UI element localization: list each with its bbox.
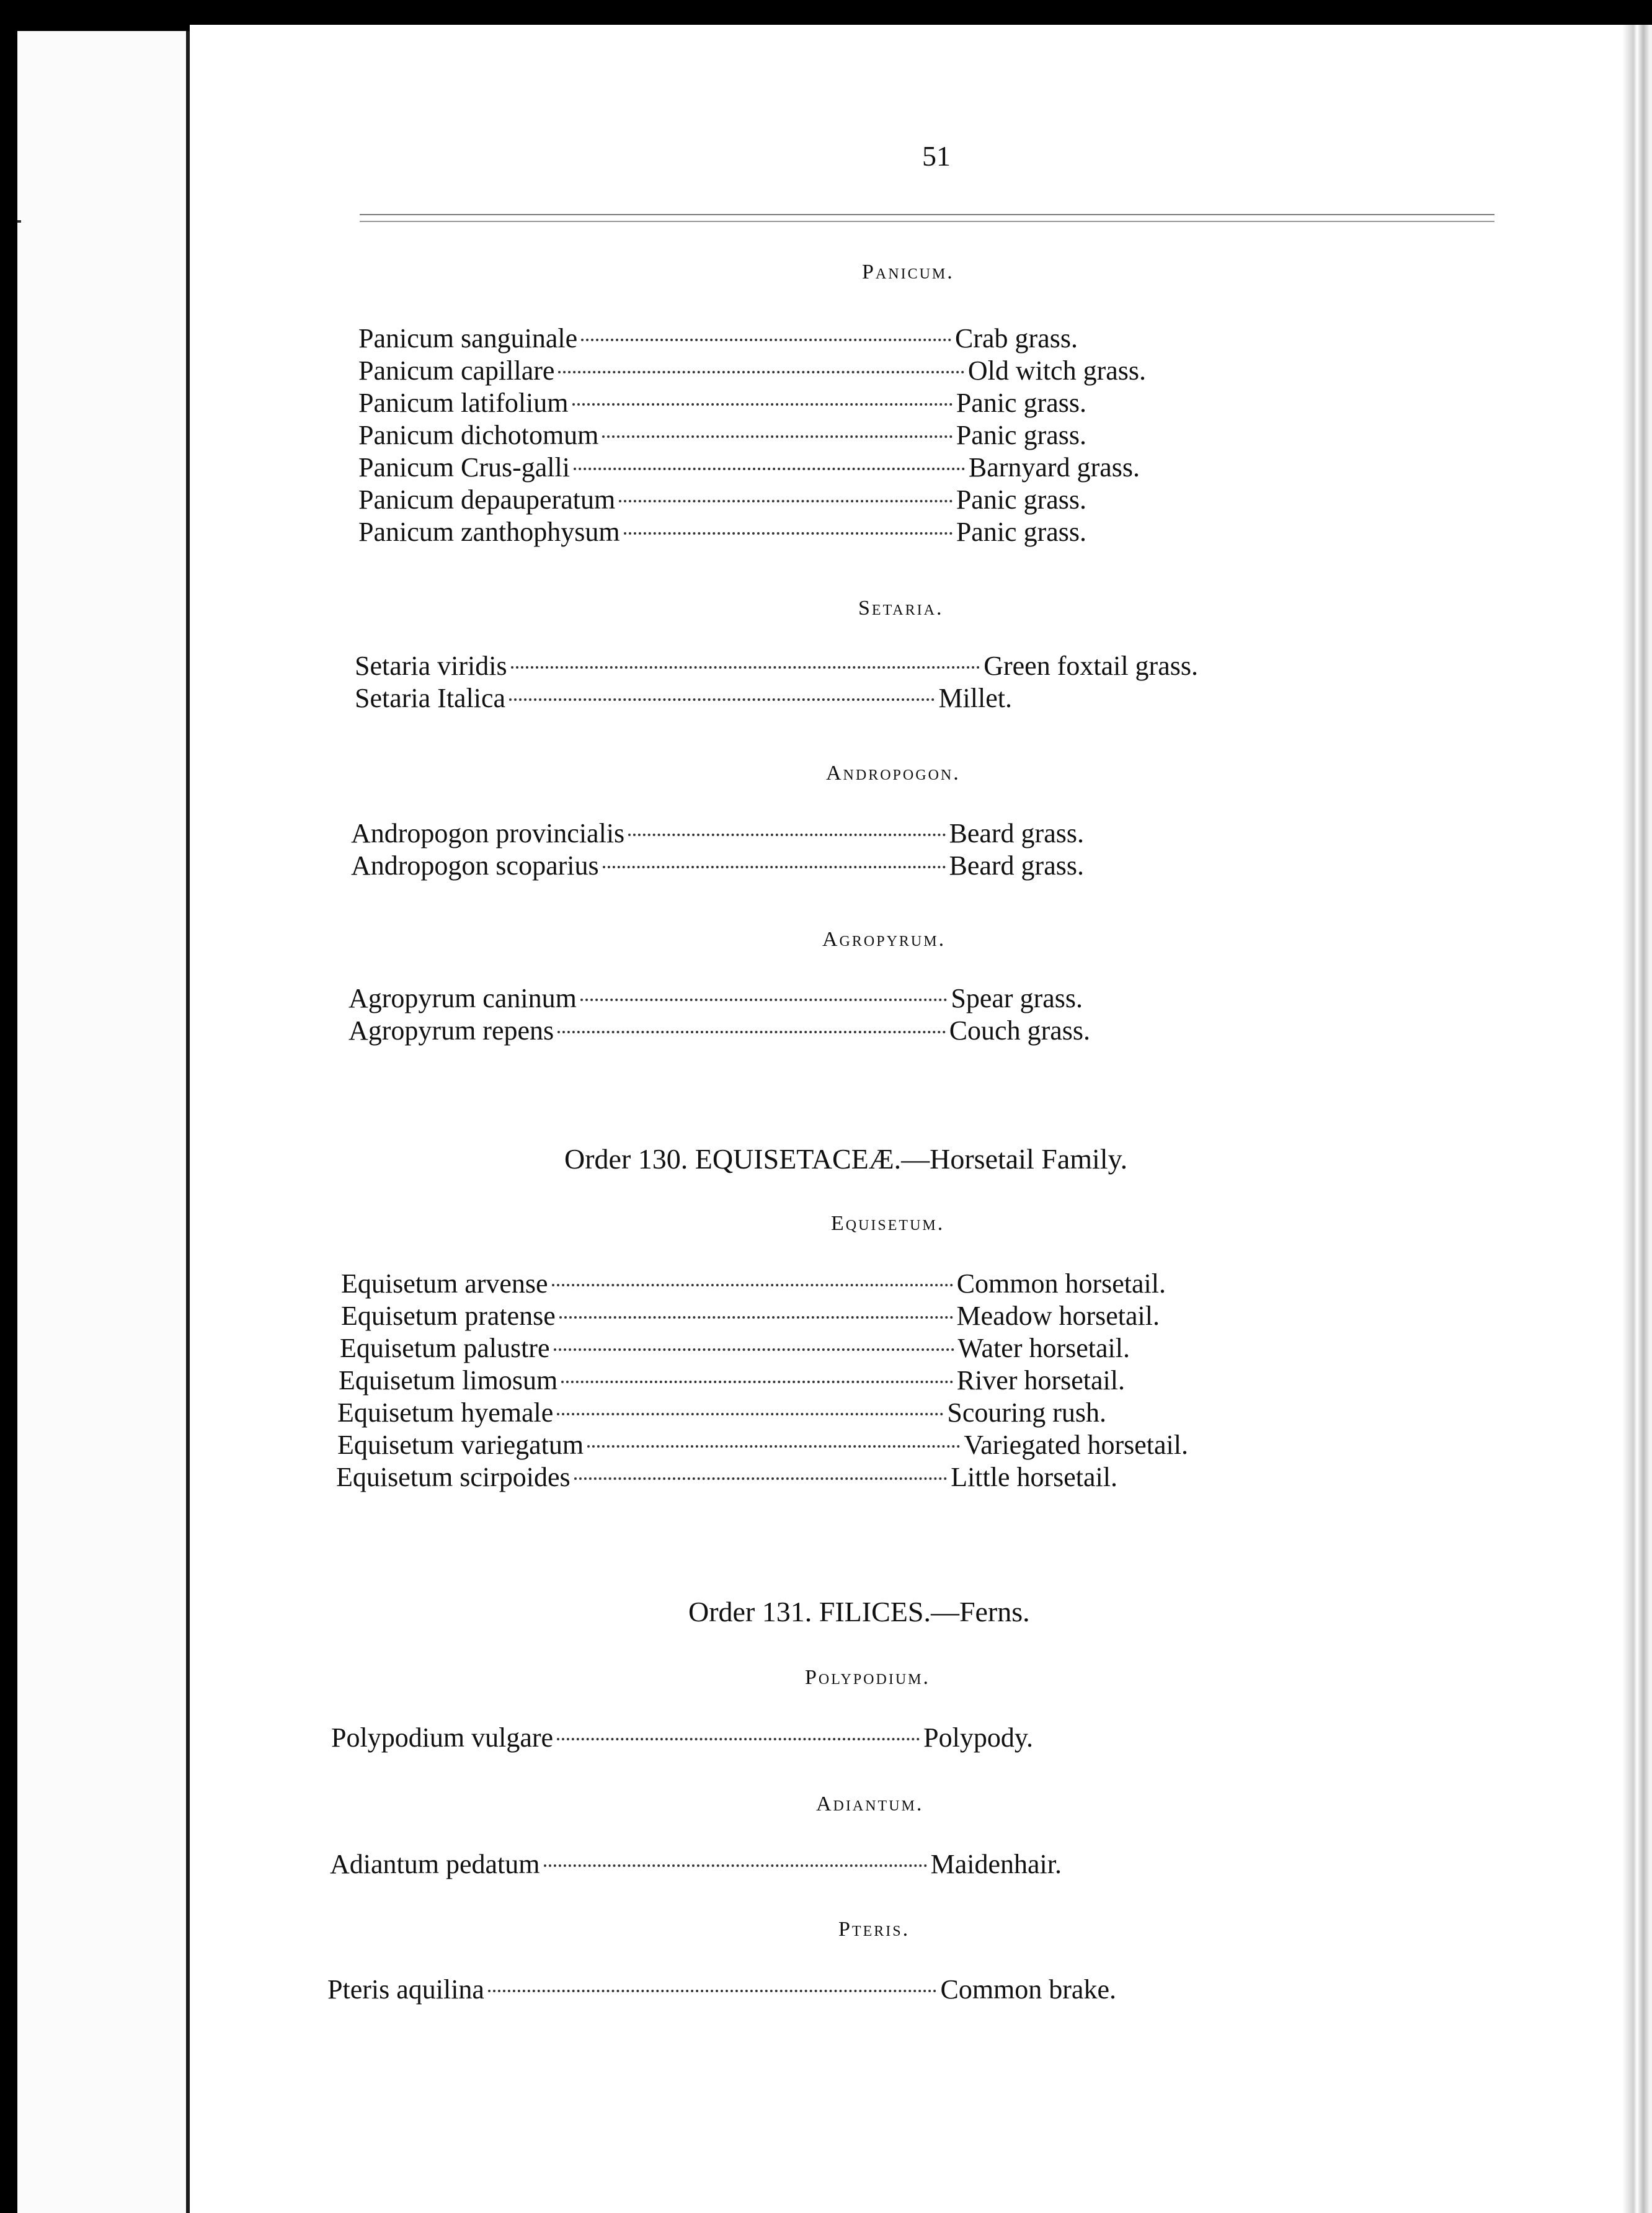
common-name: Crab grass. (955, 323, 1078, 354)
common-name: Scouring rush. (947, 1397, 1106, 1428)
dot-leader (554, 1348, 954, 1351)
scientific-name: Equisetum palustre (340, 1333, 550, 1363)
dot-leader (619, 500, 953, 502)
dot-leader (559, 1316, 953, 1319)
scientific-name: Panicum Crus-galli (358, 452, 570, 483)
page-edge-stack (1622, 25, 1652, 2213)
common-name: Common brake. (940, 1974, 1116, 2005)
dot-leader (557, 1413, 943, 1415)
scientific-name: Setaria Italica (355, 683, 506, 713)
dot-leader (603, 866, 946, 868)
dot-leader (558, 371, 964, 373)
common-name: Panic grass. (956, 420, 1086, 450)
dot-leader (574, 1477, 948, 1480)
species-entry (331, 1722, 1033, 1754)
header-rule (360, 214, 1494, 215)
scientific-name: Polypodium vulgare (331, 1722, 554, 1753)
genus-heading: Agropyrum. (822, 928, 946, 951)
common-name: Maidenhair. (930, 1849, 1062, 1879)
order-heading: Order 130. EQUISETACEÆ.—Horsetail Family. (564, 1143, 1128, 1175)
scientific-name: Panicum dichotomum (358, 420, 599, 450)
species-entry (358, 323, 1078, 355)
scientific-name: Andropogon provincialis (351, 818, 625, 848)
dot-leader (511, 666, 980, 669)
genus-heading: Andropogon. (826, 762, 961, 785)
species-entry (351, 850, 1084, 882)
common-name: Panic grass. (956, 517, 1086, 547)
genus-heading: Adiantum. (816, 1792, 924, 1815)
scientific-name: Panicum zanthophysum (358, 517, 620, 547)
common-name: Beard grass. (949, 850, 1084, 881)
species-entry (330, 1848, 1062, 1881)
dot-leader (580, 999, 948, 1001)
genus-heading: Panicum. (862, 260, 954, 283)
scan-left-border (0, 0, 17, 2213)
species-entry (358, 355, 1146, 387)
common-name: Green foxtail grass. (984, 651, 1198, 681)
dot-leader (624, 532, 953, 535)
scientific-name: Adiantum pedatum (330, 1849, 540, 1879)
species-entry (341, 1300, 1160, 1332)
scientific-name: Equisetum pratense (341, 1301, 556, 1331)
scientific-name: Panicum capillare (358, 355, 555, 386)
scientific-name: Agropyrum caninum (349, 983, 577, 1013)
scientific-name: Andropogon scoparius (351, 850, 599, 881)
common-name: Millet. (938, 683, 1012, 713)
common-name: Panic grass. (956, 484, 1086, 515)
species-entry (340, 1332, 1130, 1365)
genus-heading: Pteris. (838, 1918, 910, 1941)
species-entry (358, 452, 1140, 484)
common-name: Common horsetail. (956, 1268, 1166, 1299)
common-name: Couch grass. (949, 1015, 1090, 1046)
dot-leader (581, 339, 951, 341)
scientific-name: Panicum latifolium (358, 388, 569, 418)
dot-leader (561, 1381, 953, 1383)
scientific-name: Agropyrum repens (349, 1015, 554, 1046)
scientific-name: Equisetum variegatum (337, 1430, 584, 1460)
common-name: Beard grass. (949, 818, 1084, 848)
common-name: Variegated horsetail. (964, 1430, 1188, 1460)
species-entry (358, 387, 1086, 419)
species-entry (327, 1974, 1116, 2006)
species-entry (341, 1268, 1166, 1300)
common-name: Old witch grass. (967, 355, 1146, 386)
scientific-name: Equisetum scirpoides (336, 1462, 571, 1492)
scientific-name: Pteris aquilina (327, 1974, 484, 2005)
dot-leader (572, 403, 953, 406)
scientific-name: Panicum sanguinale (358, 323, 578, 354)
genus-heading: Polypodium. (805, 1666, 931, 1689)
dot-leader (574, 468, 965, 470)
dot-leader (602, 435, 952, 438)
dot-leader (544, 1864, 927, 1867)
common-name: Panic grass. (956, 388, 1086, 418)
dot-leader (509, 698, 935, 701)
dot-leader (587, 1445, 960, 1448)
common-name: Barnyard grass. (968, 452, 1140, 483)
species-entry (358, 516, 1086, 548)
genus-heading: Equisetum. (831, 1212, 945, 1235)
common-name: Spear grass. (951, 983, 1083, 1013)
species-entry (358, 419, 1086, 452)
order-heading: Order 131. FILICES.—Ferns. (688, 1596, 1030, 1627)
page-number: 51 (922, 140, 951, 172)
scientific-name: Equisetum arvense (341, 1268, 548, 1299)
dot-leader (488, 1990, 937, 1992)
scientific-name: Panicum depauperatum (358, 484, 616, 515)
common-name: Water horsetail. (957, 1333, 1130, 1363)
species-entry (337, 1397, 1106, 1429)
species-entry (349, 1015, 1090, 1047)
scientific-name: Equisetum limosum (339, 1365, 558, 1396)
common-name: Meadow horsetail. (956, 1301, 1160, 1331)
species-entry (339, 1365, 1125, 1397)
previous-page-edge (0, 19, 190, 2213)
genus-heading: Setaria. (858, 597, 944, 620)
scientific-name: Setaria viridis (355, 651, 507, 681)
dot-leader (552, 1284, 953, 1286)
species-entry (351, 817, 1084, 850)
header-rule (360, 221, 1494, 222)
common-name: Polypody. (923, 1722, 1033, 1753)
species-entry (337, 1429, 1188, 1461)
scientific-name: Equisetum hyemale (337, 1397, 554, 1428)
dot-leader (557, 1031, 946, 1033)
species-entry (358, 484, 1086, 516)
common-name: River horsetail. (956, 1365, 1125, 1396)
species-entry (336, 1461, 1117, 1494)
species-entry (355, 682, 1012, 715)
common-name: Little horsetail. (951, 1462, 1117, 1492)
species-entry (349, 982, 1083, 1015)
dot-leader (557, 1738, 920, 1740)
species-entry (355, 650, 1198, 682)
dot-leader (628, 834, 945, 836)
